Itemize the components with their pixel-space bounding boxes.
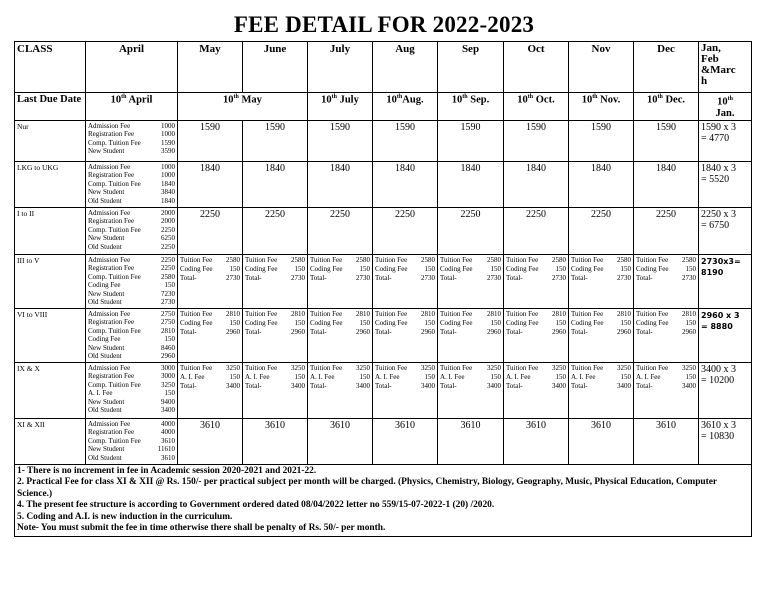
fee-table: [14, 41, 752, 537]
fee-line: Old Student 2960: [88, 352, 175, 360]
fee-line: Tuition Fee 2580: [310, 255, 370, 264]
fee-line: Tuition Fee 2810: [245, 309, 305, 318]
monthly-fee: 2250: [438, 207, 504, 254]
fee-line: Coding Fee 150: [310, 264, 370, 273]
fee-row: [15, 161, 752, 207]
monthly-fee: 1840: [438, 161, 504, 207]
fee-line: Total- 2960: [636, 327, 696, 336]
due-april: 10th April: [86, 93, 178, 121]
monthly-fee-breakdown: [308, 308, 373, 362]
fee-line: New Student 9400: [88, 397, 175, 406]
fee-line: Tuition Fee 2810: [375, 309, 435, 318]
monthly-fee: 3610: [504, 418, 569, 464]
note-line: 1- There is no increment in fee in Academic session 2020-2021 and 2021-22.: [17, 465, 317, 476]
fee-line: Comp. Tuition Fee 3610: [88, 436, 175, 445]
fee-line: Admission Fee 2250: [88, 255, 175, 264]
fee-line: Tuition Fee 3250: [636, 363, 696, 372]
header-month: Sep: [438, 42, 504, 93]
fee-line: Total- 2730: [571, 273, 631, 282]
fee-line: Coding Fee 150: [245, 264, 305, 273]
fee-line: Coding Fee 150: [310, 318, 370, 327]
fee-line: Old Student 3610: [88, 453, 175, 462]
due-oct: 10th Oct.: [504, 93, 569, 121]
monthly-fee: 1590: [373, 120, 438, 161]
fee-line: Total- 3400: [245, 381, 305, 390]
monthly-fee-breakdown: [373, 308, 438, 362]
fee-row: [15, 362, 752, 418]
fee-line: Old Student 2730: [88, 298, 175, 306]
header-month: Oct: [504, 42, 569, 93]
monthly-fee: 1840: [504, 161, 569, 207]
april-fee-breakdown: [86, 207, 178, 254]
monthly-fee-breakdown: [504, 308, 569, 362]
fee-line: Tuition Fee 2810: [440, 309, 501, 318]
fee-line: New Student 11610: [88, 445, 175, 453]
due-label: Last Due Date: [15, 93, 86, 121]
fee-line: Tuition Fee 2580: [636, 255, 696, 264]
fee-line: Coding Fee 150: [375, 264, 435, 273]
quarterly-fee: 3400 x 3 = 10200: [699, 362, 752, 418]
header-class: CLASS: [15, 42, 86, 93]
fee-line: Tuition Fee 2580: [571, 255, 631, 264]
fee-line: Total- 2730: [375, 273, 435, 282]
quarterly-fee: 1590 x 3 = 4770: [699, 120, 752, 161]
fee-line: Registration Fee 3000: [88, 372, 175, 380]
due-may: 10th May: [178, 93, 308, 121]
fee-line: A. I. Fee 150: [310, 372, 370, 381]
fee-line: Total- 2960: [506, 327, 566, 336]
monthly-fee: 1590: [504, 120, 569, 161]
due-nov: 10th Nov.: [569, 93, 634, 121]
fee-line: Total- 3400: [180, 381, 240, 390]
monthly-fee: 1590: [634, 120, 699, 161]
april-fee-breakdown: [86, 254, 178, 308]
fee-line: Coding Fee 150: [88, 335, 175, 343]
fee-line: Tuition Fee 3250: [506, 363, 566, 372]
monthly-fee: 1590: [243, 120, 308, 161]
fee-line: Tuition Fee 2580: [506, 255, 566, 264]
class-name: VI to VIII: [15, 308, 86, 362]
fee-line: Total- 3400: [375, 381, 435, 390]
due-aug: 10thAug.: [373, 93, 438, 121]
note-line: 2. Practical Fee for class XI & XII @ Rs. 150/- per practical subject per month will be charged. (Physics, Chemistry, Biology, Geography, Music, Physical Education, Computer Science.): [17, 477, 717, 499]
header-row: [15, 42, 752, 93]
header-month: April: [86, 42, 178, 93]
monthly-fee: 2250: [243, 207, 308, 254]
monthly-fee: 1590: [569, 120, 634, 161]
fee-line: New Student 8460: [88, 343, 175, 352]
monthly-fee-breakdown: [438, 308, 504, 362]
fee-line: Total- 3400: [571, 381, 631, 390]
fee-line: Admission Fee 2750: [88, 309, 175, 318]
monthly-fee-breakdown: [634, 308, 699, 362]
monthly-fee: 2250: [178, 207, 243, 254]
monthly-fee-breakdown: [634, 362, 699, 418]
monthly-fee: 3610: [569, 418, 634, 464]
fee-line: Tuition Fee 2810: [180, 309, 240, 318]
monthly-fee-breakdown: [569, 254, 634, 308]
monthly-fee-breakdown: [178, 308, 243, 362]
fee-line: Coding Fee 150: [440, 318, 501, 327]
fee-line: Total- 2960: [440, 327, 501, 336]
fee-line: Coding Fee 150: [180, 264, 240, 273]
fee-line: Total- 2730: [245, 273, 305, 282]
fee-line: Total- 3400: [636, 381, 696, 390]
page-title: FEE DETAIL FOR 2022-2023: [233, 12, 535, 37]
fee-line: Total- 2730: [180, 273, 240, 282]
note-line: 4. The present fee structure is according to Government ordered dated 08/04/2022 letter no 559/15-07-2022-1 (20) /2020.: [17, 500, 495, 511]
header-month: Aug: [373, 42, 438, 93]
fee-line: A. I. Fee 150: [571, 372, 631, 381]
class-name: III to V: [15, 254, 86, 308]
monthly-fee-breakdown: [308, 362, 373, 418]
monthly-fee-breakdown: [178, 254, 243, 308]
fee-line: Registration Fee 1000: [88, 130, 175, 138]
fee-line: Total- 2730: [506, 273, 566, 282]
note-line: 5. Coding and A.I. is new induction in the curriculum.: [17, 511, 233, 522]
fee-line: Tuition Fee 2580: [245, 255, 305, 264]
fee-line: Tuition Fee 3250: [245, 363, 305, 372]
fee-line: Total- 3400: [506, 381, 566, 390]
monthly-fee: 3610: [634, 418, 699, 464]
due-jan: 10th Jan.: [699, 93, 752, 121]
monthly-fee-breakdown: [438, 254, 504, 308]
due-dec: 10th Dec.: [634, 93, 699, 121]
note-line: Note- You must submit the fee in time otherwise there shall be penalty of Rs. 50/- per month.: [17, 523, 386, 534]
fee-line: Tuition Fee 2810: [636, 309, 696, 318]
fee-line: New Student 7230: [88, 289, 175, 298]
monthly-fee: 3610: [243, 418, 308, 464]
fee-line: Total- 2730: [636, 273, 696, 282]
fee-line: Comp. Tuition Fee 1590: [88, 138, 175, 147]
fee-line: Comp. Tuition Fee 2580: [88, 272, 175, 281]
monthly-fee-breakdown: [438, 362, 504, 418]
fee-line: Coding Fee 150: [571, 264, 631, 273]
fee-line: Total- 2960: [375, 327, 435, 336]
fee-line: Admission Fee 3000: [88, 363, 175, 372]
fee-line: New Student 3840: [88, 188, 175, 196]
fee-row: [15, 120, 752, 161]
due-sep: 10th Sep.: [438, 93, 504, 121]
quarterly-fee: 1840 x 3 = 5520: [699, 161, 752, 207]
monthly-fee: 2250: [569, 207, 634, 254]
monthly-fee-breakdown: [373, 254, 438, 308]
fee-line: Tuition Fee 2580: [440, 255, 501, 264]
fee-line: Coding Fee 150: [440, 264, 501, 273]
fee-line: Comp. Tuition Fee 3250: [88, 380, 175, 389]
fee-line: A. I. Fee 150: [180, 372, 240, 381]
fee-line: Coding Fee 150: [636, 318, 696, 327]
monthly-fee-breakdown: [634, 254, 699, 308]
monthly-fee: 1840: [373, 161, 438, 207]
monthly-fee: 2250: [308, 207, 373, 254]
fee-line: Registration Fee 2750: [88, 318, 175, 326]
fee-line: Registration Fee 4000: [88, 428, 175, 436]
fee-line: Coding Fee 150: [506, 264, 566, 273]
fee-line: Tuition Fee 2810: [506, 309, 566, 318]
april-fee-breakdown: [86, 362, 178, 418]
class-name: IX & X: [15, 362, 86, 418]
fee-line: Coding Fee 150: [506, 318, 566, 327]
fee-line: Total- 2960: [180, 327, 240, 336]
monthly-fee-breakdown: [243, 254, 308, 308]
due-date-row: [15, 93, 752, 121]
monthly-fee: 1840: [308, 161, 373, 207]
monthly-fee: 1590: [308, 120, 373, 161]
fee-line: Tuition Fee 2580: [375, 255, 435, 264]
monthly-fee-breakdown: [373, 362, 438, 418]
fee-line: Total- 3400: [440, 381, 501, 390]
quarterly-fee: 2250 x 3 = 6750: [699, 207, 752, 254]
fee-line: Tuition Fee 3250: [180, 363, 240, 372]
fee-line: Admission Fee 2000: [88, 208, 175, 217]
class-name: LKG to UKG: [15, 161, 86, 207]
fee-line: Tuition Fee 3250: [375, 363, 435, 372]
fee-line: Tuition Fee 2580: [180, 255, 240, 264]
monthly-fee: 1590: [178, 120, 243, 161]
monthly-fee: 2250: [504, 207, 569, 254]
fee-row: [15, 418, 752, 464]
header-month: July: [308, 42, 373, 93]
fee-line: Tuition Fee 3250: [571, 363, 631, 372]
monthly-fee: 3610: [178, 418, 243, 464]
quarterly-fee: 2960 x 3 = 8880: [699, 308, 752, 362]
monthly-fee-breakdown: [243, 362, 308, 418]
fee-line: Tuition Fee 2810: [310, 309, 370, 318]
monthly-fee-breakdown: [243, 308, 308, 362]
class-name: Nur: [15, 120, 86, 161]
fee-line: A. I. Fee 150: [506, 372, 566, 381]
fee-line: Tuition Fee 2810: [571, 309, 631, 318]
monthly-fee: 2250: [373, 207, 438, 254]
fee-line: New Student 6250: [88, 234, 175, 242]
header-month: June: [243, 42, 308, 93]
fee-line: Admission Fee 1000: [88, 121, 175, 130]
fee-line: Admission Fee 1000: [88, 162, 175, 171]
fee-line: New Student 3590: [88, 147, 175, 155]
april-fee-breakdown: [86, 161, 178, 207]
fee-line: Tuition Fee 3250: [310, 363, 370, 372]
april-fee-breakdown: [86, 418, 178, 464]
monthly-fee: 1840: [178, 161, 243, 207]
fee-line: A. I. Fee 150: [375, 372, 435, 381]
fee-line: Coding Fee 150: [88, 281, 175, 289]
fee-line: Old Student 1840: [88, 196, 175, 205]
fee-line: Registration Fee 2250: [88, 264, 175, 272]
fee-line: Tuition Fee 3250: [440, 363, 501, 372]
fee-line: Total- 2730: [310, 273, 370, 282]
monthly-fee: 2250: [634, 207, 699, 254]
monthly-fee-breakdown: [504, 254, 569, 308]
fee-row: [15, 254, 752, 308]
fee-line: Total- 2960: [571, 327, 631, 336]
class-name: XI & XII: [15, 418, 86, 464]
april-fee-breakdown: [86, 308, 178, 362]
due-july: 10th July: [308, 93, 373, 121]
fee-line: Total- 2960: [245, 327, 305, 336]
fee-line: Admission Fee 4000: [88, 419, 175, 428]
monthly-fee: 1840: [243, 161, 308, 207]
fee-line: Comp. Tuition Fee 2250: [88, 225, 175, 234]
fee-line: Old Student 3400: [88, 406, 175, 414]
fee-line: Registration Fee 1000: [88, 171, 175, 179]
fee-line: Comp. Tuition Fee 1840: [88, 179, 175, 188]
fee-line: Total- 3400: [310, 381, 370, 390]
fee-line: Coding Fee 150: [180, 318, 240, 327]
fee-line: Total- 2730: [440, 273, 501, 282]
notes-row: [15, 464, 752, 537]
monthly-fee: 1840: [634, 161, 699, 207]
fee-line: A. I. Fee 150: [636, 372, 696, 381]
monthly-fee-breakdown: [504, 362, 569, 418]
fee-line: A. I. Fee 150: [440, 372, 501, 381]
fee-line: Comp. Tuition Fee 2810: [88, 326, 175, 335]
monthly-fee-breakdown: [569, 362, 634, 418]
class-name: I to II: [15, 207, 86, 254]
monthly-fee: 1840: [569, 161, 634, 207]
fee-line: Old Student 2250: [88, 242, 175, 251]
quarterly-fee: 2730x3= 8190: [699, 254, 752, 308]
monthly-fee: 3610: [438, 418, 504, 464]
quarterly-fee: 3610 x 3 = 10830: [699, 418, 752, 464]
april-fee-breakdown: [86, 120, 178, 161]
monthly-fee-breakdown: [308, 254, 373, 308]
fee-row: [15, 308, 752, 362]
monthly-fee-breakdown: [178, 362, 243, 418]
fee-line: A. I. Fee 150: [245, 372, 305, 381]
monthly-fee: 3610: [308, 418, 373, 464]
monthly-fee-breakdown: [569, 308, 634, 362]
header-month: Dec: [634, 42, 699, 93]
notes-cell: [15, 464, 752, 537]
fee-line: Registration Fee 2000: [88, 217, 175, 225]
fee-line: Coding Fee 150: [571, 318, 631, 327]
fee-line: Coding Fee 150: [636, 264, 696, 273]
fee-row: [15, 207, 752, 254]
header-jan-feb-march: Jan, Feb &Marc h: [699, 42, 752, 93]
monthly-fee: 1590: [438, 120, 504, 161]
header-month: Nov: [569, 42, 634, 93]
fee-line: Coding Fee 150: [375, 318, 435, 327]
fee-line: Coding Fee 150: [245, 318, 305, 327]
monthly-fee: 3610: [373, 418, 438, 464]
header-month: May: [178, 42, 243, 93]
fee-line: Total- 2960: [310, 327, 370, 336]
fee-line: A. I. Fee 150: [88, 389, 175, 397]
